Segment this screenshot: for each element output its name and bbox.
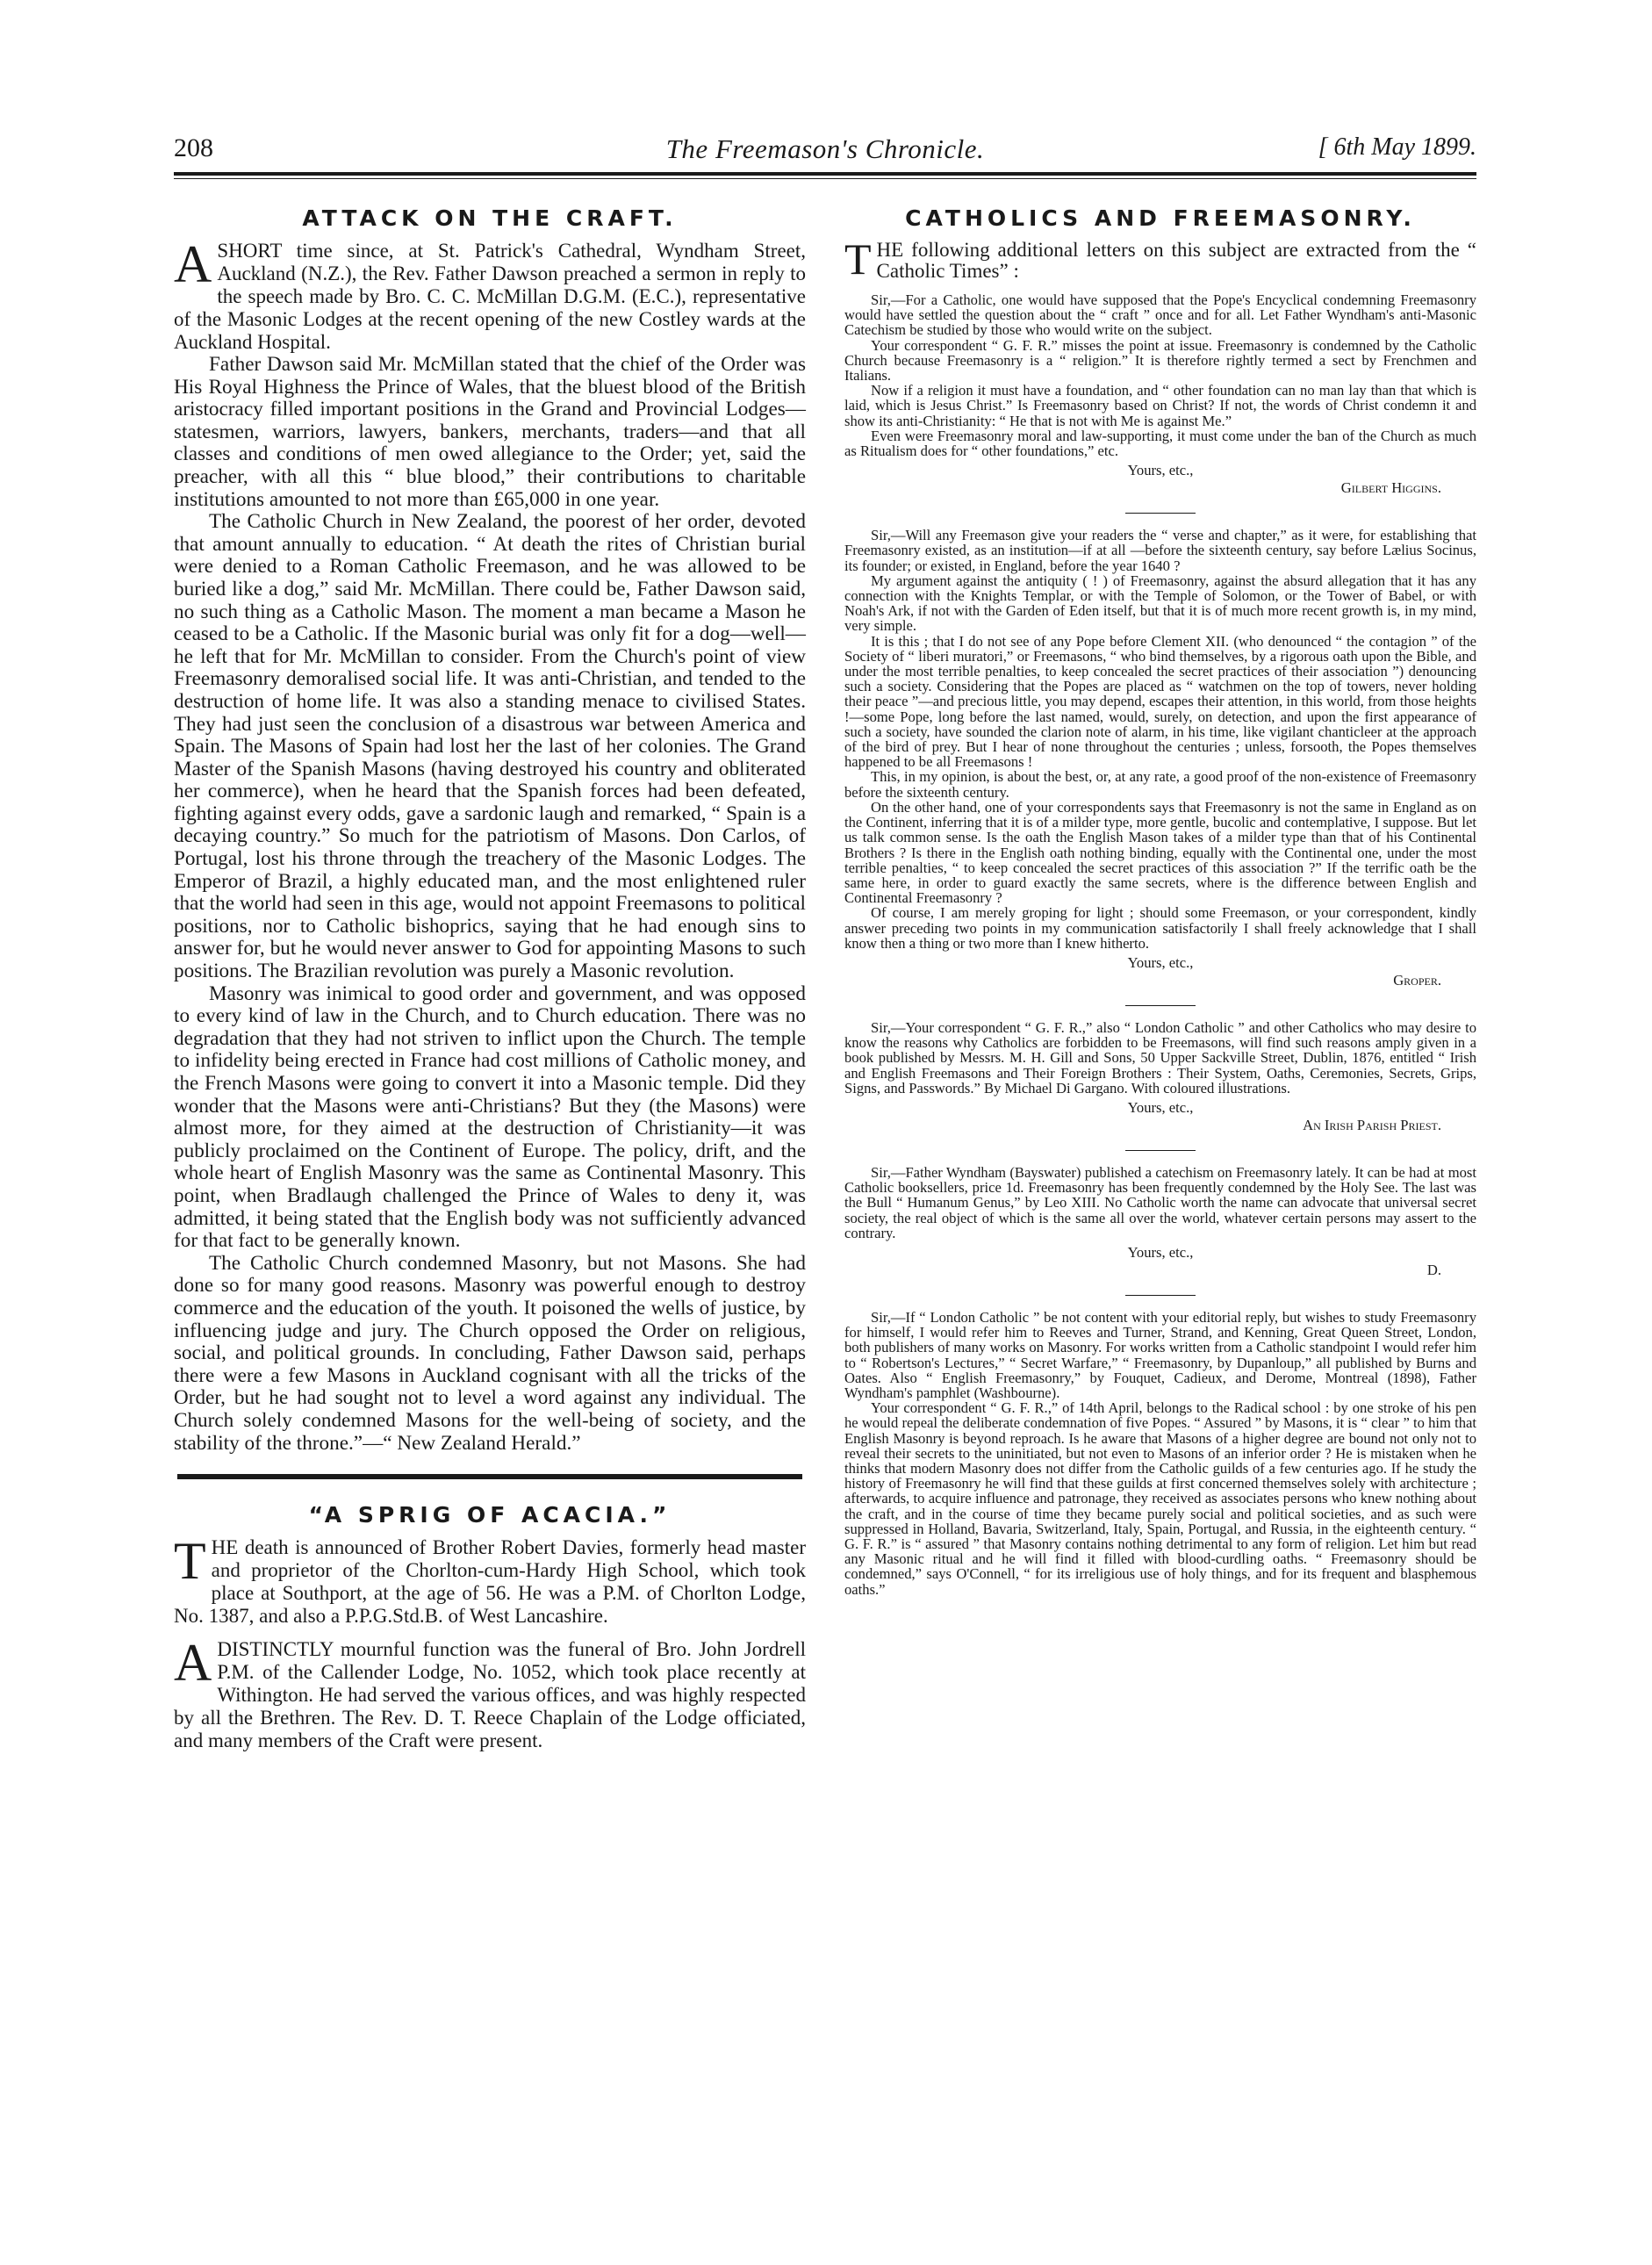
letter [844,528,1476,989]
right-column [844,205,1476,1597]
signatory: Groper. [1393,971,1441,989]
obituary-paragraph [174,1532,806,1628]
page-number: 208 [174,133,213,162]
letter-paragraph: Sir,—Father Wyndham (Bayswater) published a catechism on Freemasonry lately. It can be had at most Catholic booksellers, price 1d. Freemasonry has been frequently condemned by the Holy See. The last was the Bull “ Humanum Genus,” by Leo XIII. No Catholic worth the name can advocate that universal secret society, the real object of which is the same all over the world, whatever certain persons may assert to the contrary. [844,1163,1476,1241]
letter-paragraph: Your correspondent “ G. F. R.” misses the point at issue. Freemasonry is condemned by the Catholic Church because Freemasonry is a “ religion.” It is therefore rightly termed a sect by Frenchmen and Italians. [844,336,1476,385]
letter-paragraph: Sir,—Your correspondent “ G. F. R.,” also “ London Catholic ” and other Catholics who may desire to know the reasons why Catholics are forbidden to be Freemasons, will find such reasons amply given in a book published by Messrs. M. H. Gill and Sons, 50 Upper Sackville Street, Dublin, 1876, entitled “ Irish and English Freemasons and Their Foreign Brothers : Their System, Oaths, Ceremonies, Secrets, Grips, Signs, and Passwords.” By Michael Di Gargano. With coloured illustrations. [844,1018,1476,1097]
letter-paragraph: This, in my opinion, is about the best, or, at any rate, a good proof of the non-existence of Freemasonry before the sixteenth century. [844,768,1476,801]
valediction: Yours, etc., [1127,1243,1194,1261]
letter-paragraph: Sir,—Will any Freemason give your readers the “ verse and chapter,” as it were, for establishing that Freemasonry existed, as an institution—if at all —before the sixteenth century, say before Lælius Socinus, its founder; or existed, in England, before the year 1640 ? [844,527,1476,574]
letter-paragraph: Your correspondent “ G. F. R.,” of 14th April, belongs to the Radical school : by one stroke of his pen he would repeal the deliberate condemnation of five Popes. “ Assured ” by Masons, it is “ clear ” to him that English Masonry is beyond reproach. Is he aware that Masons of a higher degree are bound not only not to reveal their secrets to the uninitiated, but not even to Masons of an inferior order ? He is mistaken when he thinks that modern Masonry does not differ from the Catholic guilds of a few centuries ago. If he study the history of Freemasonry he will find that these guilds at first concerned themselves solely with architecture ; afterwards, to acquire influence and patronage, they received as associates persons who knew nothing about the craft, and in the course of time they became purely social and political societies, and as such were suppressed in Holland, Bavaria, Switzerland, Italy, Spain, Portugal, and Russia, in the eighteenth century. “ G. F. R.” is “ assured ” that Masonry contains nothing detrimental to any form of religion. Let him but read any Masonic ritual and he will find it filled with blood-curdling oaths. “ Freemasonry should be condemned,” says O'Connell, “ for its irreligious use of holy things, and for its frequent and blasphemous oaths.” [844,1399,1476,1598]
issue-date: [ 6th May 1899. [1318,133,1476,161]
signatory: D. [1426,1261,1441,1278]
signature [844,1099,1476,1134]
paragraph: Masonry was inimical to good order and government, and was opposed to every kind of law in the Church, and to Church education. There was no degradation that they had not striven to inflict upon the Church. The temple to infidelity being erected in France had cost millions of Catholic money, and the French Masons were going to convert it into a Masonic temple. Did they wonder that the Masons were anti-Christians? But they (the Masons) were almost more, for they aimed at the destruction of Christianity—it was publicly proclaimed on the Continent of Europe. The policy, drift, and the whole heart of English Masonry was the same as Continental Masonry. This point, when Bradlaugh challenged the Prince of Wales to deny it, was admitted, it being stated that the English body was not sufficiently advanced for that fact to be generally known. [174,982,806,1253]
letter-paragraph: Even were Freemasonry moral and law-supporting, it must come under the ban of the Church as much as Ritualism does for “ other foundations,” etc. [844,427,1476,460]
intro-text: HE following additional letters on this subject are extracted from the “ Catholic Times” : [876,239,1476,282]
valediction: Yours, etc., [1127,953,1194,971]
letter [844,292,1476,497]
obituary-text: HE death is announced of Brother Robert Davies, formerly head master and proprietor of the Chorlton-cum-Hardy High School, which took place at Southport, at the age of 56. He was a P.M. of Chorlton Lodge, No. 1387, and also a P.P.G.Std.B. of West Lancashire. [174,1536,806,1628]
article-title-acacia: “A SPRIG OF ACACIA.” [308,1502,672,1528]
signature [844,1244,1476,1279]
letter-paragraph: Now if a religion it must have a foundation, and “ other foundation can no man lay than that which is laid, which is Jesus Christ.” Is Freemasonry based on Christ? If not, the words of Christ condemn it and show its anti-Christianity: “ He that is not with Me is against Me.” [844,382,1476,429]
left-column [174,205,806,1752]
letter-divider [1125,1295,1196,1296]
article-title-attack: ATTACK ON THE CRAFT. [302,205,678,231]
signatory: Gilbert Higgins. [1340,479,1441,497]
signature [844,462,1476,497]
article-title-catholics: CATHOLICS AND FREEMASONRY. [905,205,1416,231]
letter-paragraph: It is this ; that I do not see of any Pope before Clement XII. (who denounced “ the contagion ” of the Society of “ liberi muratori,” or Freemasons, “ who bind themselves, by a rigorous oath upon the Bible, and under the most terrible penalties, to keep concealed the secret practices of their association ”) denouncing such a society. Considering that the Popes are placed as “ watchmen on the top of towers, never holding their peace ”—and precious little, you may depend, escapes their attention, in this world, from those heights !—some Pope, long before the last named, would, surely, on detection, and upon the first appearance of such a society, have sounded the clarion note of alarm, in his time, like vigilant chanticleer at the approach of the bird of prey. But I hear of none throughout the centuries ; unless, forsooth, the Popes themselves happened to be all Freemasons ! [844,632,1476,771]
drop-cap: T [844,234,872,284]
letter-paragraph: My argument against the antiquity ( ! ) of Freemasonry, against the absurd allegation that it has any connection with the Knights Templar, or with the Temple of Solomon, or the Tower of Babel, or with Noah's Ark, if not with the Garden of Eden itself, but that it is of much more recent growth is, in my mind, very simple. [844,572,1476,635]
letter-paragraph: Sir,—If “ London Catholic ” be not content with your editorial reply, but wishes to study Freemasonry for himself, I would refer him to Reeves and Turner, Strand, and Kenning, Great Queen Street, London, both publishers of many works on Masonry. For works written from a Catholic standpoint I would refer him to “ Robertson's Lectures,” “ Secret Warfare,” “ Freemasonry, by Dupanloup,” all published by Burns and Oates. Also “ English Freemasonry,” by Fouquet, Cadieux, and Derome, Montreal (1898), Father Wyndham's pamphlet (Washbourne). [844,1308,1476,1401]
masthead-title: The Freemason's Chronicle. [665,133,985,164]
paragraph: Father Dawson said Mr. McMillan stated that the chief of the Order was His Royal Highness the Prince of Wales, that the bluest blood of the British aristocracy filled important positions in the Grand and Provincial Lodges—statesmen, warriors, lawyers, bankers, merchants, traders—and that all classes and conditions of men owed allegiance to the Order; yet, said the preacher, with all this “ blue blood,” their contributions to charitable institutions amounted to not more than £65,000 in one year. [174,353,806,511]
article-lead [174,235,806,354]
valediction: Yours, etc., [1127,462,1194,479]
letter [844,1020,1476,1134]
signatory: An Irish Parish Priest. [1303,1116,1441,1133]
letter-paragraph: On the other hand, one of your correspondents says that Freemasonry is not the same in England as on the Continent, inferring that it is of a milder type, more gentle, bucolic and contemplative, I suppose. But let us talk common sense. Is the oath the English Mason takes of a milder type than that of his Continental Brothers ? Is there in the English oath nothing binding, equally with the Continental one, under the most terrible penalties, “ to keep concealed the secret practices of this association ?” If the terrific oath be the same here, in order to guard exactly the same secrets, where is the difference between English and Continental Freemasonry ? [844,798,1476,907]
drop-cap: A [174,235,212,293]
letter-paragraph: Of course, I am merely groping for light ; should some Freemason, or your correspondent, kindly answer preceding two points in my communication satisfactorily I shall freely acknowledge that I shall know then a thing or two more than I knew hitherto. [844,904,1476,952]
letter-divider [1125,513,1196,514]
paragraph: The Catholic Church condemned Masonry, but not Masons. She had done so for many good reasons. Masonry was powerful enough to destroy commerce and the education of the youth. It poisoned the wells of justice, by influencing judge and jury. The Church opposed the Order on religious, social, and political grounds. In concluding, Father Dawson said, perhaps there were a few Masons in Auckland cognisant with all the tricks of the Order, but he had sought not to level a word against any individual. The Church solely condemned Masons for the well-being of society, and the stability of the throne.”—“ New Zealand Herald.” [174,1251,806,1455]
article-intro [844,234,1476,284]
header-rule [174,172,1476,176]
signature [844,954,1476,989]
letter-divider [1125,1005,1196,1006]
letter [844,1165,1476,1279]
drop-cap: T [174,1532,206,1591]
page-header [174,133,1476,169]
section-divider [177,1474,802,1479]
paragraph: The Catholic Church in New Zealand, the poorest of her order, devoted that amount annually to education. “ At death the rites of Christian burial were denied to a Roman Catholic Freemason, and he was allowed to be buried like a dog,” said Mr. McMillan. There could be, Father Dawson said, no such thing as a Catholic Mason. The moment a man became a Mason he ceased to be a Catholic. If the Masonic burial was only fit for a dog—well—he left that for Mr. McMillan to consider. From the Church's point of view Freemasonry demoralised social life. It was anti-Christian, and tended to the destruction of home life. It was also a standing menace to civilised States. They had just seen the conclusion of a disastrous war between America and Spain. The Masons of Spain had lost her the last of her colonies. The Grand Master of the Spanish Masons (having destroyed his country and obliterated her commerce), when he heard that the Spanish forces had been defeated, fighting against every odds, gave a sardonic laugh and remarked, “ Spain is a decaying country.” So much for the patriotism of Masons. Don Carlos, of Portugal, lost his throne through the treachery of the Masonic Lodges. The Emperor of Brazil, a highly educated man, and the most enlightened ruler that the world had seen in this age, would not appoint Freemasons to political positions, nor to Catholic bishoprics, saying that he had enough sins to answer for, but he would never answer to God for appointing Masons to such positions. The Brazilian revolution was purely a Masonic revolution. [174,510,806,983]
letter-paragraph: Sir,—For a Catholic, one would have supposed that the Pope's Encyclical condemning Freemasonry would have settled the question about the “ craft ” once and for all. Let Father Wyndham's anti-Masonic Catechism be studied by those who would write on the subject. [844,291,1476,339]
funeral-text: DISTINCTLY mournful function was the funeral of Bro. John Jordrell P.M. of the Callender Lodge, No. 1052, which took place recently at Withington. He had served the various offices, and was highly respected by all the Brethren. The Rev. D. T. Reece Chaplain of the Lodge officiated, and many members of the Craft were present. [174,1638,806,1752]
letter [844,1310,1476,1597]
drop-cap: A [174,1634,212,1693]
header-rule-thin [174,178,1476,179]
valediction: Yours, etc., [1127,1098,1194,1116]
lead-text: SHORT time since, at St. Patrick's Cathedral, Wyndham Street, Auckland (N.Z.), the Rev. Father Dawson preached a sermon in reply to the speech made by Bro. C. C. McMillan D.G.M. (E.C.), representative of the Masonic Lodges at the recent opening of the new Costley wards at the Auckland Hospital. [174,240,806,353]
funeral-paragraph [174,1634,806,1752]
letter-divider [1125,1150,1196,1151]
